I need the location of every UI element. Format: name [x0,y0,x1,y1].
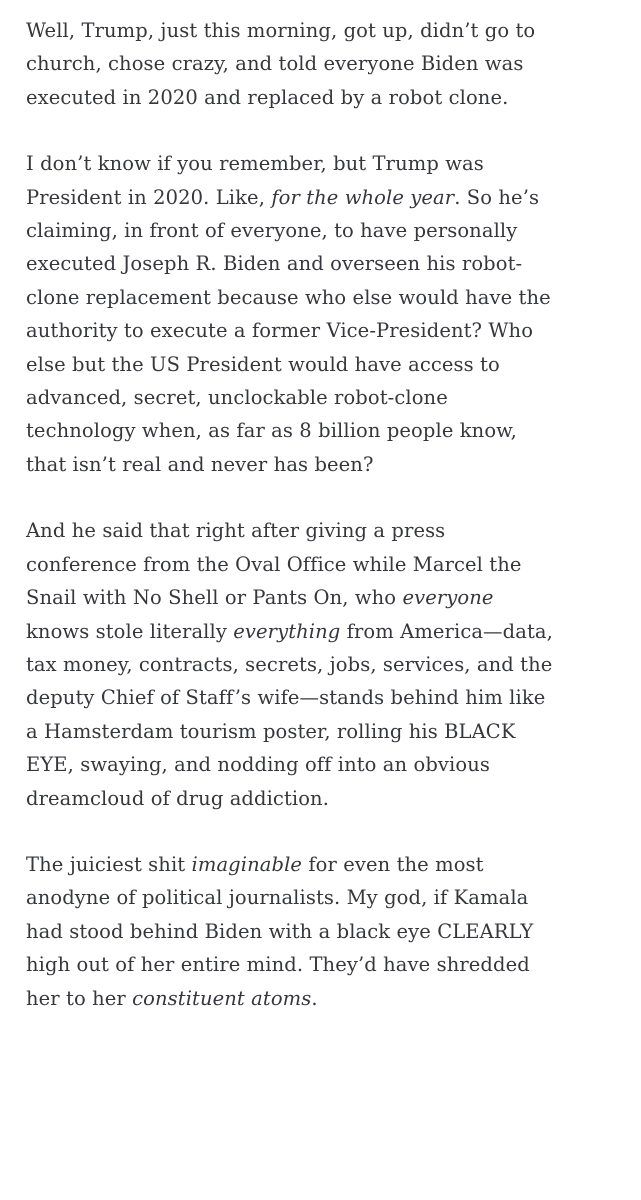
text-run: claiming, in front of everyone, to have personally [26,219,518,243]
text-run: anodyne of political journalists. My god, if Kamala [26,886,529,910]
text-run: Well, Trump, just this morning, got up, didn’t go to [26,19,536,42]
text-line [26,881,623,914]
text-run: And he said that right after giving a press [26,519,446,543]
text-run: for even the most [302,852,484,876]
paragraph [26,147,623,481]
text-line [26,982,623,1015]
text-run: knows stole literally [26,619,234,643]
text-line [26,181,623,214]
text-run: deputy Chief of Staff’s wife—stands behind him like [26,686,546,710]
text-run: executed in 2020 and replaced by a robot clone. [26,85,509,109]
text-run: a Hamsterdam tourism poster, rolling his BLACK [26,719,516,743]
text-line [26,715,623,748]
text-run: high out of her entire mind. They’d have shredded [26,953,530,977]
text-run: church, chose crazy, and told everyone Biden was [26,52,524,76]
emphasis-text: everything [233,619,341,643]
text-run: . So he’s [454,185,540,209]
text-line [26,848,623,881]
text-run: I don’t know if you remember, but Trump was [26,152,484,176]
text-line [26,247,623,280]
emphasis-text: for the whole year [271,185,455,209]
emphasis-text: imaginable [191,852,303,876]
text-line [26,147,623,180]
text-run: Snail with No Shell or Pants On, who [26,586,403,610]
text-run: tax money, contracts, secrets, jobs, services, and the [26,652,553,676]
text-run: had stood behind Biden with a black eye CLEARLY [26,919,534,943]
text-line [26,782,623,815]
text-line [26,748,623,781]
text-line [26,281,623,314]
text-run: from America—data, [340,619,553,643]
text-line [26,948,623,981]
text-run: conference from the Oval Office while Marcel the [26,552,522,576]
text-line [26,548,623,581]
text-run: clone replacement because who else would have the [26,285,551,309]
text-line [26,514,623,547]
text-line [26,648,623,681]
text-line [26,414,623,447]
text-line [26,214,623,247]
text-line [26,381,623,414]
emphasis-text: constituent atoms [132,986,312,1010]
text-run: authority to execute a former Vice-President? Who [26,319,534,343]
text-run: her to her [26,986,133,1010]
text-run: The juiciest shit [26,852,192,876]
text-run: dreamcloud of drug addiction. [26,786,330,810]
text-line [26,81,623,114]
emphasis-text: everyone [402,586,494,610]
paragraph [26,514,623,815]
text-line [26,448,623,481]
text-line [26,348,623,381]
text-run: that isn’t real and never has been? [26,452,374,476]
text-line [26,14,623,47]
text-run: executed Joseph R. Biden and overseen his robot- [26,252,523,276]
text-line [26,681,623,714]
paragraph [26,848,623,1015]
text-run: else but the US President would have access to [26,352,500,376]
text-run: EYE, swaying, and nodding off into an obvious [26,753,490,777]
text-line [26,314,623,347]
text-line [26,47,623,80]
text-run: advanced, secret, unclockable robot-clone [26,386,448,410]
paragraph [26,14,623,114]
text-line [26,615,623,648]
text-line [26,915,623,948]
text-run: . [311,986,318,1010]
text-run: technology when, as far as 8 billion people know, [26,419,517,443]
text-line [26,581,623,614]
text-run: President in 2020. Like, [26,185,272,209]
